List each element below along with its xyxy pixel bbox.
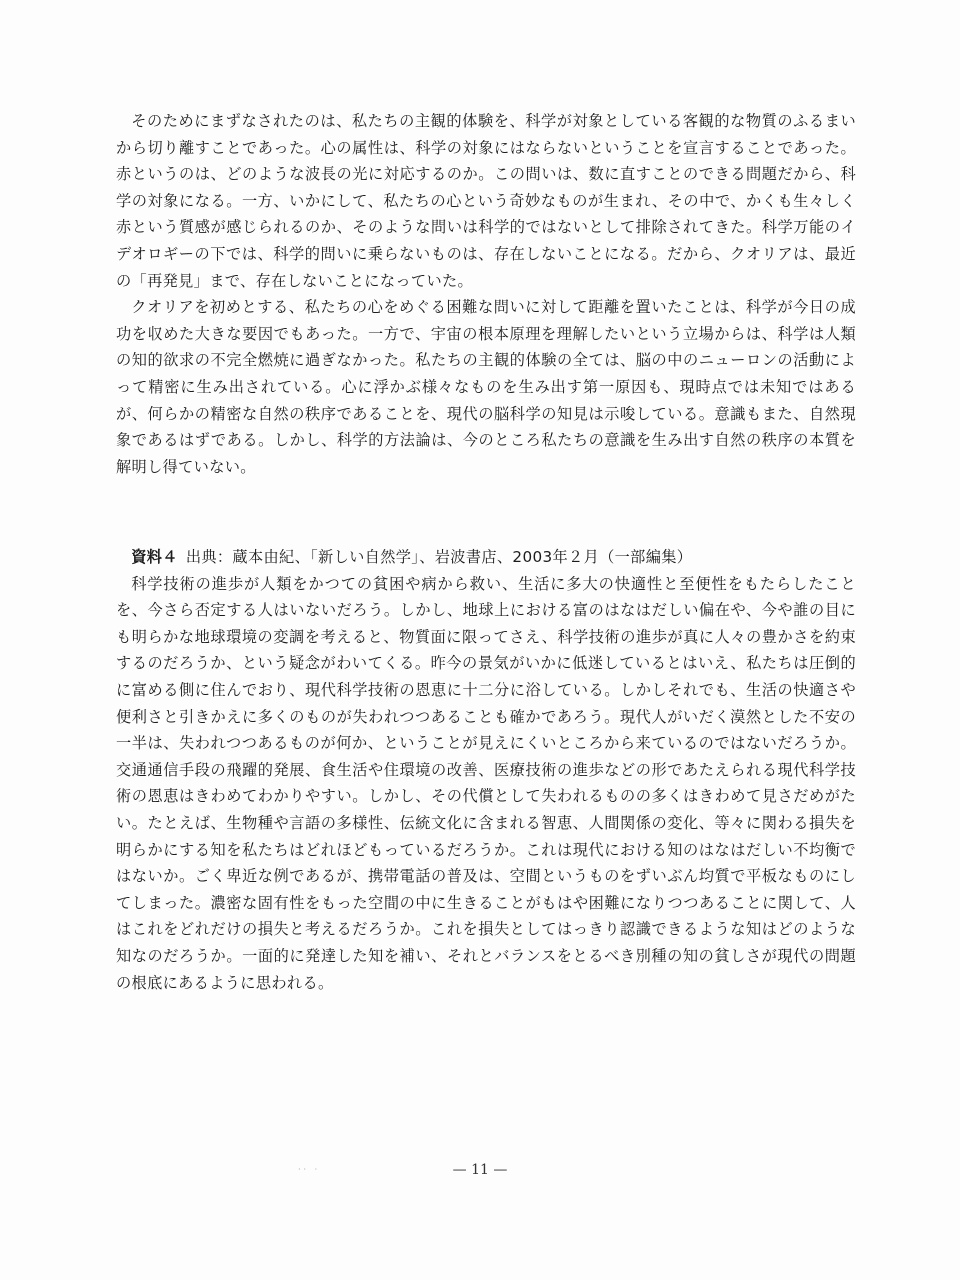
material-heading [116, 544, 856, 571]
paragraph-qualia-exclusion: そのためにまずなされたのは、私たちの主観的体験を、科学が対象としている客観的な物質のふるまいから切り離すことであった。心の属性は、科学の対象にはならないということを宣言することであった。赤というのは、どのような波長の光に対応するのか。この問いは、数に直すことのできる問題だから、科学の対象になる。一方、いかにして、私たちの心という奇妙なものが生まれ、その中で、かくも生々しく赤という質感が感じられるのか、そのような問いは科学的ではないとして排除されてきた。科学万能のイデオロギーの下では、科学的問いに乗らないものは、存在しないことになる。だから、クオリアは、最近の「再発見」まで、存在しないことになっていた。 [116, 112, 856, 290]
material-source: 出典：蔵本由紀、「新しい自然学」、岩波書店、2003年２月（一部編集） [185, 548, 693, 566]
material-label: 資料４ [131, 548, 178, 566]
scan-artifact: ·· · [298, 1165, 321, 1174]
material-4-section [116, 544, 856, 996]
paragraph-science-technology: 科学技術の進歩が人類をかつての貧困や病から救い、生活に多大の快適性と至便性をもたらしたことを、今さら否定する人はいないだろう。しかし、地球上における富のはなはだしい偏在や、今や誰の目にも明らかな地球環境の変調を考えると、物質面に限ってさえ、科学技術の進歩が真に人々の豊かさを約束するのだろうか、という疑念がわいてくる。昨今の景気がいかに低迷しているとはいえ、私たちは圧倒的に富める側に住んでおり、現代科学技術の恩恵に十二分に浴している。しかしそれでも、生活の快適さや便利さと引きかえに多くのものが失われつつあることも確かであろう。現代人がいだく漠然とした不安の一半は、失われつつあるものが何か、ということが見えにくいところから来ているのではないだろうか。交通通信手段の飛躍的発展、食生活や住環境の改善、医療技術の進歩などの形であたえられる現代科学技術の恩恵はきわめてわかりやすい。しかし、その代償として失われるものの多くはきわめて見さだめがたい。たとえば、生物種や言語の多様性、伝統文化に含まれる智恵、人間関係の変化、等々に関わる損失を明らかにする知を私たちはどれほどもっているだろうか。これは現代における知のはなはだしい不均衡ではないか。ごく卑近な例であるが、携帯電話の普及は、空間というものをずいぶん均質で平板なものにしてしまった。濃密な固有性をもった空間の中に生きることがもはや困難になりつつあることに関して、人はこれをどれだけの損失と考えるだろうか。これを損失としてはっきり認識できるような知はどのような知なのだろうか。一面的に発達した知を補い、それとバランスをとるべき別種の知の貧しさが現代の問題の根底にあるように思われる。 [116, 574, 856, 992]
paragraph-consciousness-science: クオリアを初めとする、私たちの心をめぐる困難な問いに対して距離を置いたことは、科学が今日の成功を収めた大きな要因でもあった。一方で、宇宙の根本原理を理解したいという立場からは、科学は人類の知的欲求の不完全燃焼に過ぎなかった。私たちの主観的体験の全ては、脳の中のニューロンの活動によって精密に生み出されている。心に浮かぶ様々なものを生み出す第一原因も、現時点では未知ではあるが、何らかの精密な自然の秩序であることを、現代の脳科学の知見は示唆している。意識もまた、自然現象であるはずである。しかし、科学的方法論は、今のところ私たちの意識を生み出す自然の秩序の本質を解明し得ていない。 [116, 298, 856, 476]
page-number: — 11 — [452, 1162, 508, 1178]
main-text-section [116, 108, 856, 480]
